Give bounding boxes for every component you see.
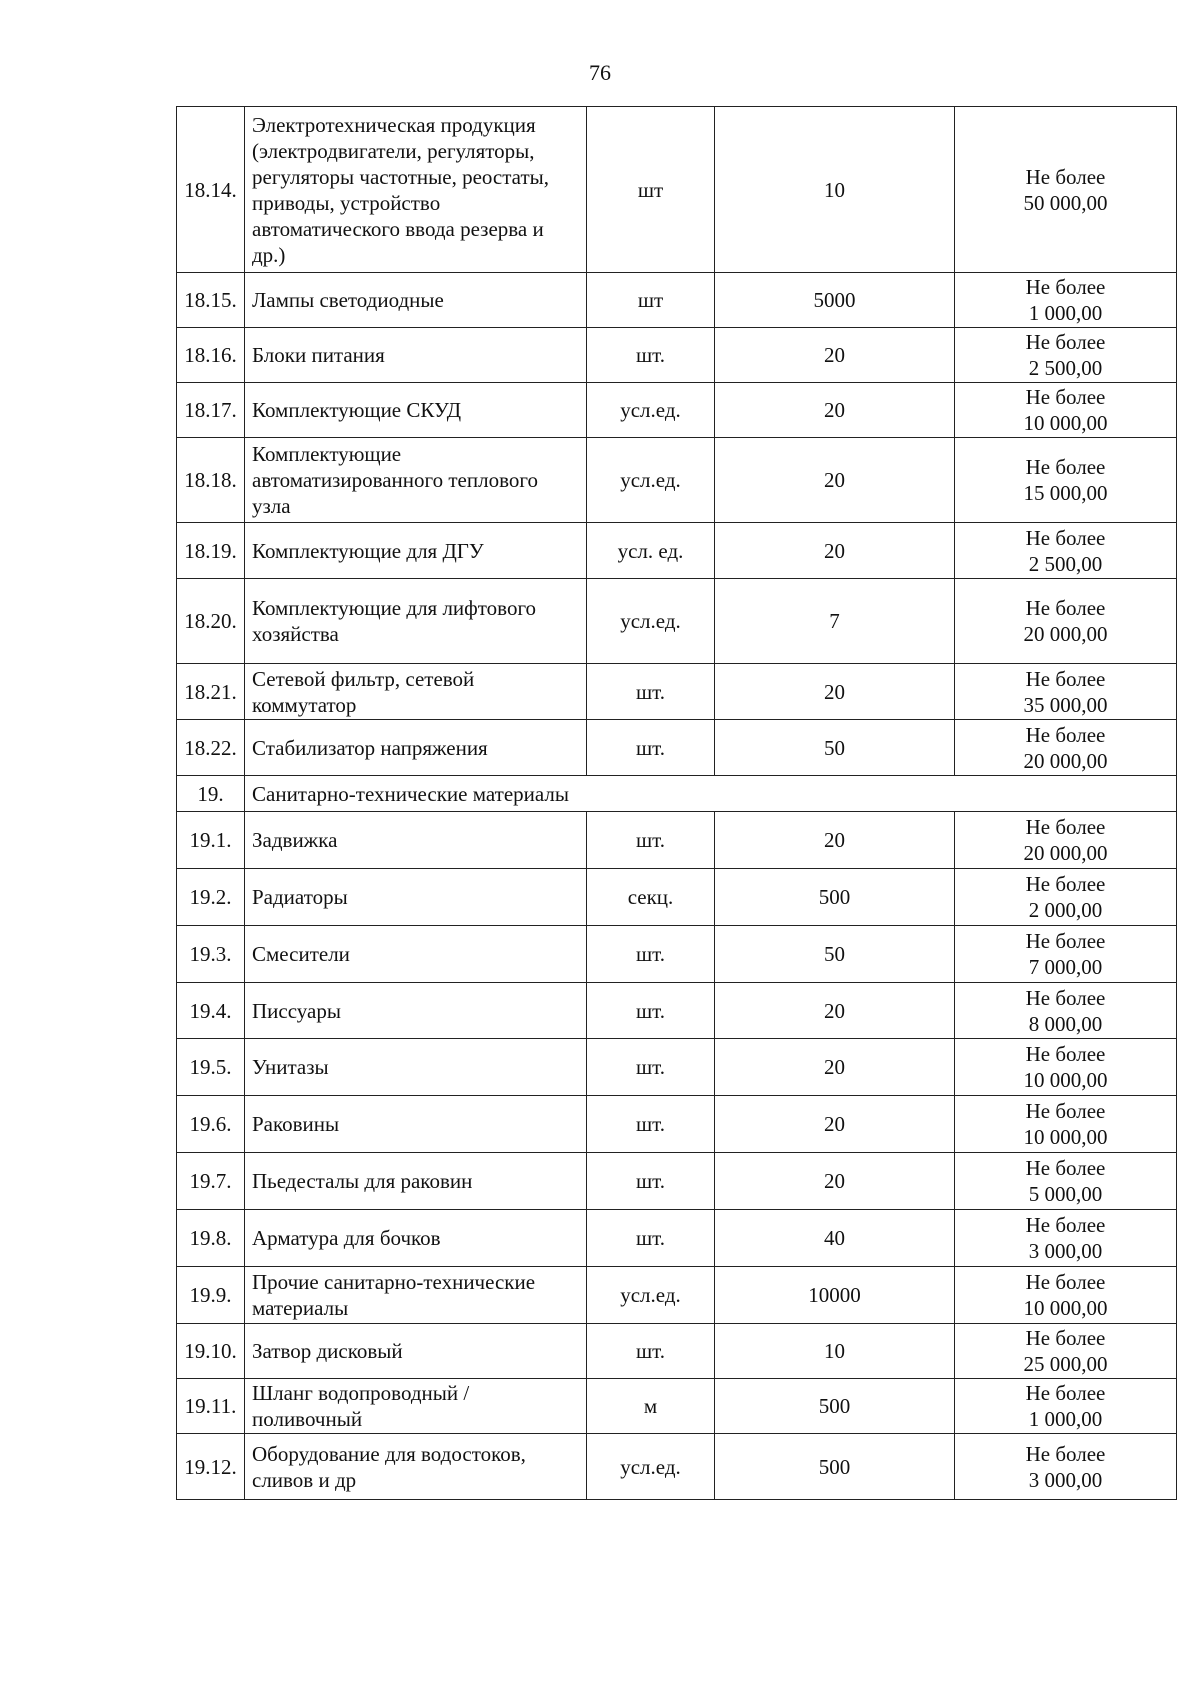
item-quantity: 20 bbox=[715, 523, 955, 579]
price-limit-label: Не более bbox=[1025, 1213, 1106, 1237]
item-price bbox=[955, 1096, 1177, 1153]
item-name: Стабилизатор напряжения bbox=[245, 720, 587, 776]
item-price bbox=[955, 579, 1177, 664]
price-value: 8 000,00 bbox=[1028, 1011, 1103, 1036]
price-value: 2 500,00 bbox=[1028, 356, 1103, 380]
table-body bbox=[177, 107, 1177, 1500]
item-price bbox=[955, 1039, 1177, 1096]
row-number: 18.19. bbox=[177, 523, 245, 579]
item-name: Прочие санитарно-технические материалы bbox=[245, 1267, 587, 1324]
item-quantity: 20 bbox=[715, 983, 955, 1039]
item-quantity: 50 bbox=[715, 720, 955, 776]
item-quantity: 40 bbox=[715, 1210, 955, 1267]
item-name: Комплектующие СКУД bbox=[245, 383, 587, 438]
item-price bbox=[955, 1210, 1177, 1267]
item-unit: шт. bbox=[587, 926, 715, 983]
item-quantity: 20 bbox=[715, 438, 955, 523]
price-value: 20 000,00 bbox=[1023, 841, 1108, 865]
item-price bbox=[955, 273, 1177, 328]
item-quantity: 20 bbox=[715, 328, 955, 383]
table-row bbox=[177, 383, 1177, 438]
price-limit-label: Не более bbox=[1025, 722, 1106, 747]
row-number: 18.17. bbox=[177, 383, 245, 438]
item-quantity: 20 bbox=[715, 1153, 955, 1210]
row-number: 18.22. bbox=[177, 720, 245, 776]
price-limit-label: Не более bbox=[1025, 1326, 1106, 1350]
row-number: 18.18. bbox=[177, 438, 245, 523]
row-number: 18.14. bbox=[177, 107, 245, 273]
price-limit-label: Не более bbox=[1025, 1381, 1106, 1405]
row-number: 19.7. bbox=[177, 1153, 245, 1210]
price-limit-label: Не более bbox=[1025, 1042, 1106, 1066]
row-number: 19.5. bbox=[177, 1039, 245, 1096]
item-quantity: 50 bbox=[715, 926, 955, 983]
item-quantity: 5000 bbox=[715, 273, 955, 328]
table-row bbox=[177, 273, 1177, 328]
price-limit-label: Не более bbox=[1025, 985, 1106, 1010]
item-name: Унитазы bbox=[245, 1039, 587, 1096]
item-quantity: 500 bbox=[715, 1434, 955, 1500]
item-name: Радиаторы bbox=[245, 869, 587, 926]
price-value: 3 000,00 bbox=[1028, 1239, 1103, 1263]
item-price bbox=[955, 523, 1177, 579]
price-value: 10 000,00 bbox=[1023, 1125, 1108, 1149]
item-unit: усл. ед. bbox=[587, 523, 715, 579]
item-name: Комплектующие для лифтового хозяйства bbox=[245, 579, 587, 664]
table-row bbox=[177, 812, 1177, 869]
table-row bbox=[177, 328, 1177, 383]
price-limit-label: Не более bbox=[1025, 872, 1106, 896]
item-unit: шт. bbox=[587, 720, 715, 776]
table-row bbox=[177, 983, 1177, 1039]
price-limit-label: Не более bbox=[1025, 1099, 1106, 1123]
table-row bbox=[177, 664, 1177, 720]
item-price bbox=[955, 720, 1177, 776]
item-quantity: 10 bbox=[715, 1324, 955, 1379]
row-number: 19.1. bbox=[177, 812, 245, 869]
item-quantity: 7 bbox=[715, 579, 955, 664]
table-row bbox=[177, 720, 1177, 776]
item-name: Блоки питания bbox=[245, 328, 587, 383]
item-unit: шт. bbox=[587, 664, 715, 720]
row-number: 19.3. bbox=[177, 926, 245, 983]
price-value: 1 000,00 bbox=[1028, 1407, 1103, 1431]
table-row bbox=[177, 926, 1177, 983]
item-name: Шланг водопроводный /поливочный bbox=[245, 1379, 587, 1434]
item-name: Лампы светодиодные bbox=[245, 273, 587, 328]
row-number: 18.15. bbox=[177, 273, 245, 328]
item-unit: усл.ед. bbox=[587, 1267, 715, 1324]
table-row bbox=[177, 523, 1177, 579]
price-limit-label: Не более bbox=[1025, 929, 1106, 953]
table-row bbox=[177, 1379, 1177, 1434]
item-quantity: 20 bbox=[715, 1096, 955, 1153]
price-limit-label: Не более bbox=[1025, 666, 1106, 691]
row-number: 18.20. bbox=[177, 579, 245, 664]
row-number: 19.2. bbox=[177, 869, 245, 926]
row-number: 19.6. bbox=[177, 1096, 245, 1153]
price-value: 10 000,00 bbox=[1023, 411, 1108, 435]
table-row bbox=[177, 579, 1177, 664]
item-price bbox=[955, 664, 1177, 720]
price-value: 5 000,00 bbox=[1028, 1182, 1103, 1206]
item-unit: шт. bbox=[587, 812, 715, 869]
item-unit: шт. bbox=[587, 1153, 715, 1210]
item-price bbox=[955, 1153, 1177, 1210]
item-unit: шт. bbox=[587, 1096, 715, 1153]
table-row bbox=[177, 1324, 1177, 1379]
price-value: 50 000,00 bbox=[1023, 190, 1108, 215]
price-value: 20 000,00 bbox=[1023, 748, 1108, 773]
table-row bbox=[177, 1096, 1177, 1153]
row-number: 19. bbox=[177, 776, 245, 812]
row-number: 18.21. bbox=[177, 664, 245, 720]
table-row bbox=[177, 1210, 1177, 1267]
item-name: Электротехническая продукция (электродвигатели, регуляторы, регуляторы частотные, реостаты, приводы, устройство автоматического ввода резерва и др.) bbox=[245, 107, 587, 273]
price-limit-label: Не более bbox=[1025, 275, 1106, 299]
table-row bbox=[177, 869, 1177, 926]
item-unit: шт. bbox=[587, 328, 715, 383]
section-title: Санитарно-технические материалы bbox=[245, 776, 1177, 812]
item-price bbox=[955, 1324, 1177, 1379]
item-quantity: 20 bbox=[715, 1039, 955, 1096]
item-price bbox=[955, 107, 1177, 273]
section-row bbox=[177, 776, 1177, 812]
row-number: 19.9. bbox=[177, 1267, 245, 1324]
row-number: 19.12. bbox=[177, 1434, 245, 1500]
price-value: 10 000,00 bbox=[1023, 1296, 1108, 1320]
item-name: Арматура для бочков bbox=[245, 1210, 587, 1267]
specification-table bbox=[176, 106, 1177, 1500]
item-name: Писсуары bbox=[245, 983, 587, 1039]
price-value: 7 000,00 bbox=[1028, 955, 1103, 979]
price-limit-label: Не более bbox=[1025, 1156, 1106, 1180]
item-price bbox=[955, 926, 1177, 983]
table-row bbox=[177, 1434, 1177, 1500]
price-limit-label: Не более bbox=[1025, 525, 1106, 550]
item-unit: шт. bbox=[587, 983, 715, 1039]
price-value: 10 000,00 bbox=[1023, 1068, 1108, 1092]
table-row bbox=[177, 107, 1177, 273]
item-price bbox=[955, 869, 1177, 926]
price-value: 2 500,00 bbox=[1028, 551, 1103, 576]
item-price bbox=[955, 1434, 1177, 1500]
item-unit: усл.ед. bbox=[587, 438, 715, 523]
item-quantity: 10000 bbox=[715, 1267, 955, 1324]
item-price bbox=[955, 328, 1177, 383]
item-unit: усл.ед. bbox=[587, 579, 715, 664]
item-name: Оборудование для водостоков, сливов и др bbox=[245, 1434, 587, 1500]
price-limit-label: Не более bbox=[1025, 385, 1106, 409]
item-quantity: 20 bbox=[715, 812, 955, 869]
price-value: 25 000,00 bbox=[1023, 1352, 1108, 1376]
price-limit-label: Не более bbox=[1025, 455, 1106, 479]
row-number: 19.10. bbox=[177, 1324, 245, 1379]
row-number: 19.8. bbox=[177, 1210, 245, 1267]
item-unit: шт bbox=[587, 107, 715, 273]
table-row bbox=[177, 1153, 1177, 1210]
row-number: 19.4. bbox=[177, 983, 245, 1039]
item-price bbox=[955, 983, 1177, 1039]
item-unit: шт bbox=[587, 273, 715, 328]
item-unit: шт. bbox=[587, 1039, 715, 1096]
item-quantity: 10 bbox=[715, 107, 955, 273]
item-name: Задвижка bbox=[245, 812, 587, 869]
item-price bbox=[955, 438, 1177, 523]
item-unit: шт. bbox=[587, 1324, 715, 1379]
item-price bbox=[955, 1267, 1177, 1324]
item-unit: шт. bbox=[587, 1210, 715, 1267]
item-quantity: 20 bbox=[715, 664, 955, 720]
price-value: 2 000,00 bbox=[1028, 898, 1103, 922]
item-quantity: 500 bbox=[715, 869, 955, 926]
item-unit: усл.ед. bbox=[587, 383, 715, 438]
price-value: 35 000,00 bbox=[1023, 692, 1108, 717]
price-limit-label: Не более bbox=[1025, 330, 1106, 354]
row-number: 19.11. bbox=[177, 1379, 245, 1434]
table-row bbox=[177, 1267, 1177, 1324]
table-row bbox=[177, 1039, 1177, 1096]
item-name: Раковины bbox=[245, 1096, 587, 1153]
item-quantity: 20 bbox=[715, 383, 955, 438]
item-price bbox=[955, 812, 1177, 869]
price-limit-label: Не более bbox=[1025, 164, 1106, 189]
item-price bbox=[955, 1379, 1177, 1434]
item-name: Сетевой фильтр, сетевой коммутатор bbox=[245, 664, 587, 720]
price-limit-label: Не более bbox=[1025, 815, 1106, 839]
item-unit: усл.ед. bbox=[587, 1434, 715, 1500]
price-limit-label: Не более bbox=[1025, 1270, 1106, 1294]
item-name: Затвор дисковый bbox=[245, 1324, 587, 1379]
item-unit: секц. bbox=[587, 869, 715, 926]
item-name: Комплектующие автоматизированного теплового узла bbox=[245, 438, 587, 523]
item-quantity: 500 bbox=[715, 1379, 955, 1434]
table-row bbox=[177, 438, 1177, 523]
price-value: 15 000,00 bbox=[1023, 481, 1108, 505]
price-limit-label: Не более bbox=[1025, 1441, 1106, 1466]
price-limit-label: Не более bbox=[1025, 596, 1106, 620]
item-name: Комплектующие для ДГУ bbox=[245, 523, 587, 579]
item-unit: м bbox=[587, 1379, 715, 1434]
item-name: Пьедесталы для раковин bbox=[245, 1153, 587, 1210]
page-number: 76 bbox=[589, 60, 611, 85]
row-number: 18.16. bbox=[177, 328, 245, 383]
item-price bbox=[955, 383, 1177, 438]
price-value: 3 000,00 bbox=[1028, 1467, 1103, 1492]
price-value: 1 000,00 bbox=[1028, 301, 1103, 325]
price-value: 20 000,00 bbox=[1023, 622, 1108, 646]
item-name: Смесители bbox=[245, 926, 587, 983]
